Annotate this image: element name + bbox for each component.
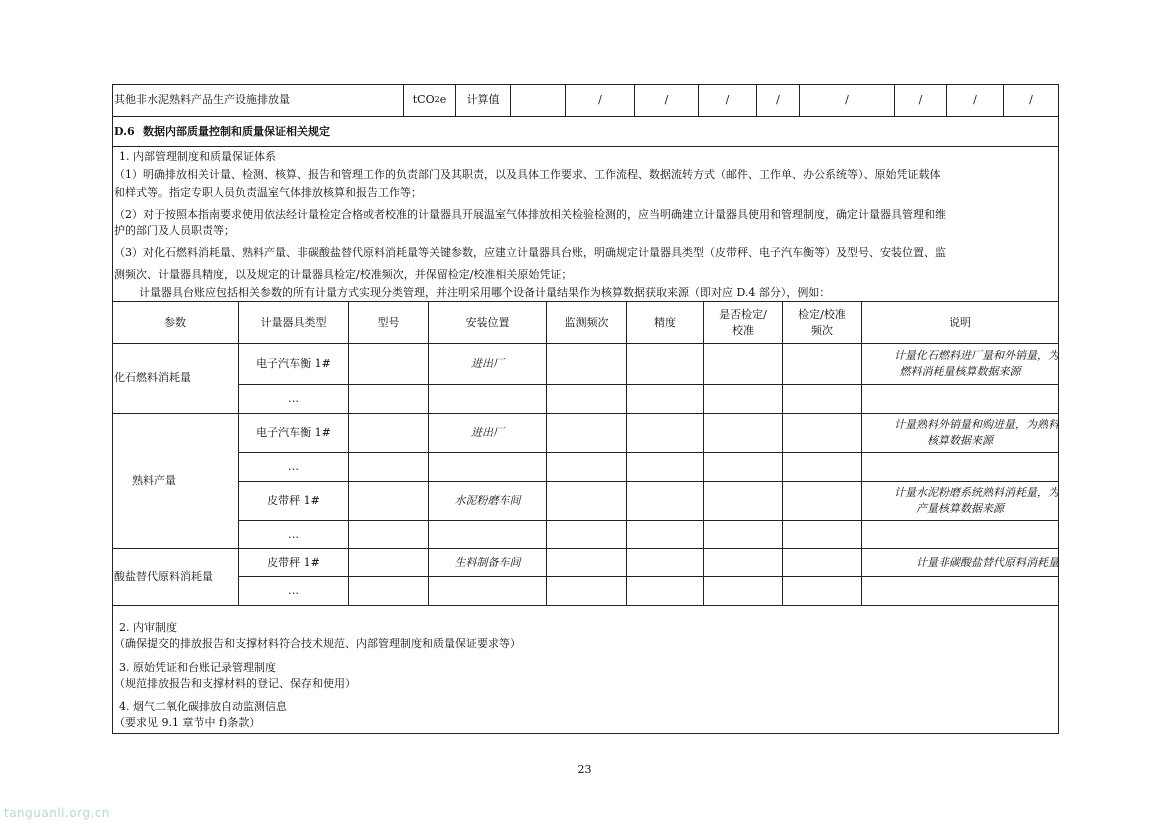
meter-note: 计量熟料外销量和购进量，为熟料 [894,418,1059,431]
top-row-slash: / [1029,93,1033,106]
group-carbonate-substitute: 酸盐替代原料消耗量 [114,570,213,583]
top-row-slash: / [918,93,923,106]
header-precision: 精度 [654,315,676,329]
section-monitoring-title: 4. 烟气二氧化碳排放自动监测信息 [119,700,287,713]
rule [703,301,704,605]
meter-note: 计量化石燃料进厂量和外销量，为 [894,349,1059,362]
top-row-slash: / [664,93,669,106]
intro-line: （1）明确排放相关计量、检测、核算、报告和管理工作的负责部门及其职责，以及具体工作要求、工作流程、数据流转方式（邮件、工作单、办公系统等）、原始凭证载体 [114,168,941,181]
meter-note: 计量水泥粉磨系统熟料消耗量，为 [894,486,1059,499]
rule [861,301,862,605]
rule [626,301,627,605]
meter-note: 燃料消耗量核算数据来源 [899,365,1021,378]
top-row-slash: / [845,93,849,106]
meter-type: … [288,460,299,473]
header-calibration-frequency: 检定/校准 频次 [798,307,846,337]
top-row-slash: / [598,93,602,106]
intro-line: 计量器具台账应包括相关参数的所有计量方式实现分类管理，并注明采用哪个设备计量结果作为核算数据获取来源（即对应 D.4 部分），例如： [139,286,831,299]
intro-line: （2）对于按照本指南要求使用依法经计量检定合格或者校准的计量器具开展温室气体排放相关检验检测的，应当明确建立计量器具使用和管理制度，确定计量器具管理和维 [114,208,946,221]
section-title: 数据内部质量控制和质量保证相关规定 [143,125,330,138]
install-location: 进出厂 [471,357,504,370]
top-row-method: 计算值 [466,93,500,106]
header-model: 型号 [377,315,400,329]
meter-note: 核算数据来源 [927,434,993,447]
install-location: 水泥粉磨车间 [454,494,521,507]
intro-line: 和样式等。指定专职人员负责温室气体排放核算和报告工作等； [114,186,422,199]
group-clinker: 熟料产量 [132,474,176,487]
header-location: 安装位置 [465,315,510,329]
top-row-unit: tCO 2 e [412,93,447,106]
rule [238,384,1059,385]
meter-note: 产量核算数据来源 [916,502,1004,515]
header-calibrated: 是否检定/ 校准 [719,307,767,337]
meter-type: … [288,392,299,405]
top-row-label: 其他非水泥熟料产品生产设施排放量 [114,93,290,106]
rule [238,481,1059,482]
section-monitoring-body: （要求见 9.1 章节中 f)条款） [114,716,261,729]
header-param: 参数 [164,315,186,329]
header-note: 说明 [949,315,971,329]
meter-type: 皮带秤 1# [267,555,320,569]
rule-top-row-bottom [112,116,1059,117]
section-id: D.6 [114,125,135,138]
watermark: tanguanli.org.cn [4,806,111,820]
top-row-slash: / [973,93,977,106]
intro-line: 测频次、计量器具精度，以及规定的计量器具检定/校准频次，并保留检定/校准相关原始凭证； [114,268,573,281]
intro-heading: 1. 内部管理制度和质量保证体系 [119,150,276,163]
rule [348,301,349,605]
top-row-slash: / [725,93,730,106]
top-row-slash: / [776,93,780,106]
intro-line: （3）对化石燃料消耗量、熟料产量、非碳酸盐替代原料消耗量等关键参数，应建立计量器具台账，明确规定计量器具类型（皮带秤、电子汽车衡等）及型号、安装位置、监 [114,246,946,259]
meter-type: 电子汽车衡 1# [256,357,331,370]
rule-section-bottom [112,146,1059,147]
section-internal-audit-title: 2. 内审制度 [119,621,177,634]
meter-note: 计量非碳酸盐替代原料消耗量 [916,556,1059,569]
rule-table-bottom [112,605,1059,606]
header-frequency: 监测频次 [564,315,609,329]
install-location: 生料制备车间 [454,555,521,569]
rule [238,576,1059,577]
install-location: 进出厂 [471,426,504,439]
rule [546,301,547,605]
meter-type: … [288,584,299,597]
meter-type: 电子汽车衡 1# [256,426,331,439]
rule [238,452,1059,453]
meter-type: … [288,527,299,541]
section-records-body: （规范排放报告和支撑材料的登记、保存和使用） [114,677,356,690]
intro-line: 护的部门及人员职责等； [114,224,235,237]
rule [782,301,783,605]
section-internal-audit-body: （确保提交的排放报告和支撑材料符合技术规范、内部管理制度和质量保证要求等） [114,637,521,650]
section-records-title: 3. 原始凭证和台账记录管理制度 [119,661,276,674]
page-number: 23 [577,763,592,776]
group-fossil-fuel: 化石燃料消耗量 [114,371,191,384]
rule [510,84,511,116]
rule [238,520,1059,521]
header-type: 计量器具类型 [260,315,327,329]
meter-type: 皮带秤 1# [267,494,320,507]
